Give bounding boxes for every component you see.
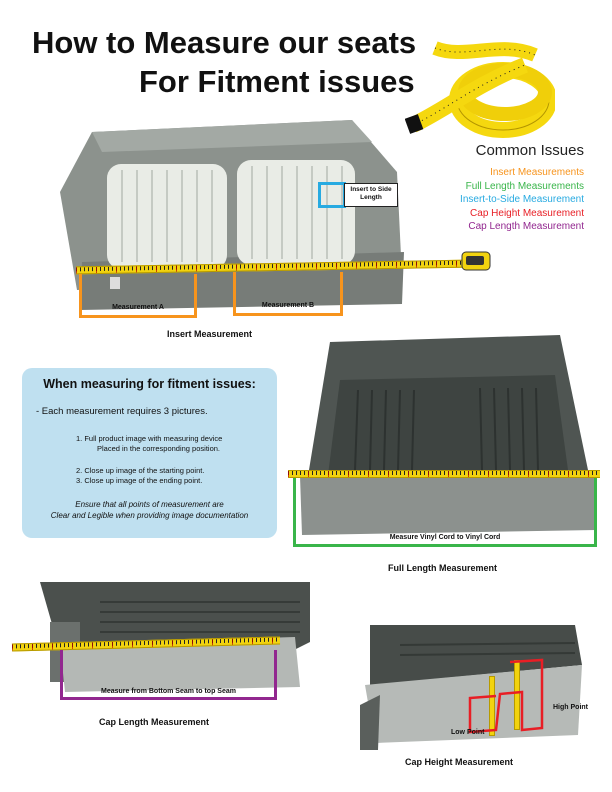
common-issues-list: [384, 166, 584, 234]
instructions-note-line-2: Clear and Legible when providing image documentation: [50, 511, 249, 520]
instructions-heading: When measuring for fitment issues:: [43, 377, 256, 391]
common-issues-heading: Common Issues: [475, 142, 584, 159]
insert-measurement-caption: Insert Measurement: [167, 329, 253, 339]
instructions-step-2: 2. Close up image of the starting point.: [76, 466, 205, 475]
measurement-b-box: [233, 272, 343, 316]
fitment-instructions-box: [22, 368, 277, 538]
instructions-note-line-1: Ensure that all points of measurement are: [75, 500, 224, 509]
tape-case-icon: [460, 250, 492, 272]
cap-length-caption: Cap Length Measurement: [99, 717, 210, 727]
low-point-label: Low Point: [451, 729, 485, 736]
legend-cap-length: Cap Length Measurement: [468, 221, 584, 232]
insert-to-side-box: [318, 182, 346, 208]
cap-length-box-label: Measure from Bottom Seam to top Seam: [101, 688, 236, 695]
cap-height-outline: [466, 658, 546, 738]
page-title-line-2: For Fitment issues: [139, 64, 415, 99]
instructions-step-1-line-2: Placed in the corresponding position.: [97, 444, 220, 453]
cap-height-caption: Cap Height Measurement: [405, 757, 514, 767]
full-length-tape: [288, 470, 600, 478]
instructions-step-3: 3. Close up image of the ending point.: [76, 476, 203, 485]
full-length-caption: Full Length Measurement: [388, 563, 498, 573]
high-point-label: High Point: [553, 704, 588, 711]
legend-cap-height: Cap Height Measurement: [470, 207, 584, 219]
legend-insert-to-side: Insert-to-Side Measurement: [460, 194, 584, 205]
page-title-line-1: How to Measure our seats: [32, 25, 417, 60]
legend-insert-measurements: Insert Measurements: [490, 167, 584, 178]
measurement-a-box: [79, 274, 197, 318]
instructions-intro: - Each measurement requires 3 pictures.: [36, 406, 208, 417]
measurement-b-label: Measurement B: [261, 302, 315, 309]
measurement-a-label: Measurement A: [112, 304, 164, 311]
legend-full-length: Full Length Measurements: [465, 180, 584, 192]
insert-to-side-label: Insert to Side Length: [350, 186, 392, 201]
full-length-box-label: Measure Vinyl Cord to Vinyl Cord: [389, 534, 501, 541]
tape-measure-icon: [405, 30, 555, 142]
instructions-step-1-line-1: 1. Full product image with measuring device: [76, 434, 223, 443]
